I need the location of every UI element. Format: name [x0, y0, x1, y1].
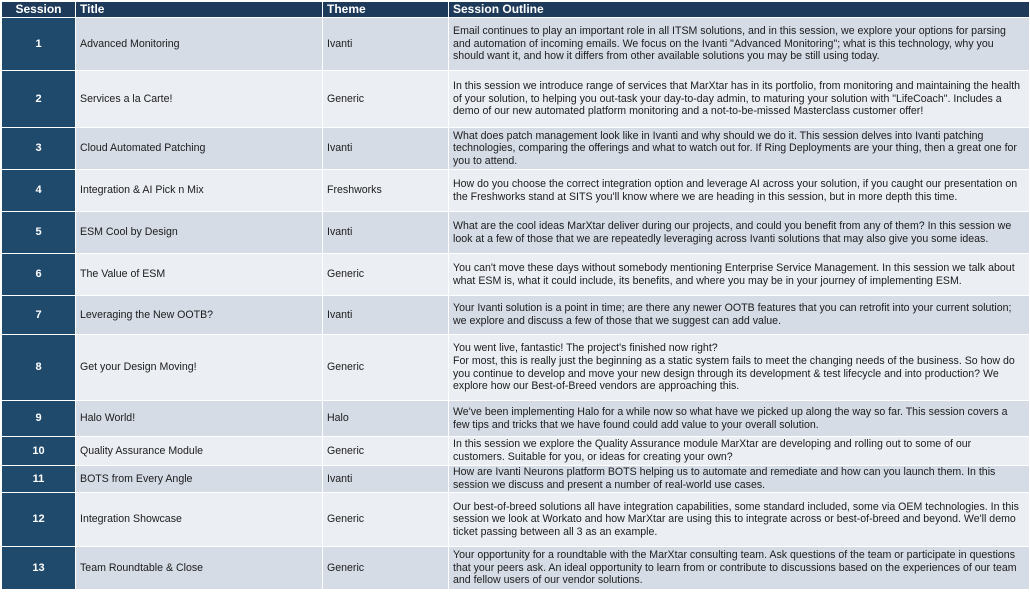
- session-theme: Generic: [323, 437, 449, 466]
- session-theme: Ivanti: [323, 128, 449, 170]
- table-row: [2, 18, 1030, 71]
- session-outline: How are Ivanti Neurons platform BOTS helping us to automate and remediate and how can you launch them. In this session we discuss and present a number of real-world use cases.: [449, 466, 1030, 493]
- session-theme: Ivanti: [323, 296, 449, 335]
- session-outline: You went live, fantastic! The project's finished now right? For most, this is really just the beginning as a static system fails to meet the changing needs of the business. So how do you continue to develop and move your new design through its development & test lifecycle and into production? We explore how our Best-of-Breed vendors are approaching this.: [449, 335, 1030, 401]
- session-number: 7: [2, 296, 76, 335]
- table-row: [2, 335, 1030, 401]
- session-outline: Your Ivanti solution is a point in time; are there any newer OOTB features that you can retrofit into your current solution; we explore and discuss a few of those that we suggest can add value.: [449, 296, 1030, 335]
- session-title: BOTS from Every Angle: [76, 466, 323, 493]
- table-row: [2, 296, 1030, 335]
- table-row: [2, 128, 1030, 170]
- session-title: Get your Design Moving!: [76, 335, 323, 401]
- session-theme: Ivanti: [323, 212, 449, 254]
- session-title: Team Roundtable & Close: [76, 547, 323, 590]
- session-outline: Your opportunity for a roundtable with the MarXtar consulting team. Ask questions of the team or participate in questions that your peers ask. An ideal opportunity to learn from or contribute to discussions based on the experiences of our team and fellow users of our vendor solutions.: [449, 547, 1030, 590]
- session-theme: Generic: [323, 71, 449, 128]
- session-theme: Freshworks: [323, 170, 449, 212]
- session-number: 11: [2, 466, 76, 493]
- session-number: 12: [2, 493, 76, 547]
- session-outline: In this session we explore the Quality Assurance module MarXtar are developing and rolling out to some of our customers. Suitable for you, or ideas for creating your own?: [449, 437, 1030, 466]
- session-theme: Generic: [323, 493, 449, 547]
- session-number: 1: [2, 18, 76, 71]
- header-session: Session: [2, 2, 76, 18]
- table-row: [2, 170, 1030, 212]
- session-outline: What are the cool ideas MarXtar deliver during our projects, and could you benefit from any of them? In this session we look at a few of those that we are repeatedly leveraging across Ivanti solutions that may also give you some ideas.: [449, 212, 1030, 254]
- session-outline: Email continues to play an important role in all ITSM solutions, and in this session, we explore your options for parsing and automation of incoming emails. We focus on the Ivanti "Advanced Monitoring"; what is this technology, why you should want it, and how it differs from other available solutions you may be still using today.: [449, 18, 1030, 71]
- session-title: Integration Showcase: [76, 493, 323, 547]
- session-number: 5: [2, 212, 76, 254]
- session-theme: Ivanti: [323, 466, 449, 493]
- session-title: Cloud Automated Patching: [76, 128, 323, 170]
- session-title: Leveraging the New OOTB?: [76, 296, 323, 335]
- session-title: ESM Cool by Design: [76, 212, 323, 254]
- session-title: Advanced Monitoring: [76, 18, 323, 71]
- table-header-row: [2, 2, 1030, 18]
- table-row: [2, 254, 1030, 296]
- header-outline: Session Outline: [449, 2, 1030, 18]
- session-number: 10: [2, 437, 76, 466]
- session-number: 6: [2, 254, 76, 296]
- session-number: 4: [2, 170, 76, 212]
- session-table: [1, 1, 1030, 590]
- table-row: [2, 466, 1030, 493]
- session-theme: Generic: [323, 547, 449, 590]
- session-theme: Generic: [323, 335, 449, 401]
- session-outline: You can't move these days without somebody mentioning Enterprise Service Management. In this session we talk about what ESM is, what it could include, its benefits, and where you may be in your journey of implementing ESM.: [449, 254, 1030, 296]
- session-number: 3: [2, 128, 76, 170]
- session-outline: In this session we introduce range of services that MarXtar has in its portfolio, from monitoring and maintaining the health of your solution, to helping you out-task your day-to-day admin, to maturing your solution with "LifeCoach". Includes a demo of our new automated platform monitoring and a not-to-be-missed Masterclass customer offer!: [449, 71, 1030, 128]
- session-title: Integration & AI Pick n Mix: [76, 170, 323, 212]
- session-title: Services a la Carte!: [76, 71, 323, 128]
- table-row: [2, 71, 1030, 128]
- session-number: 9: [2, 401, 76, 437]
- session-number: 8: [2, 335, 76, 401]
- header-title: Title: [76, 2, 323, 18]
- table-row: [2, 547, 1030, 590]
- session-title: Halo World!: [76, 401, 323, 437]
- session-outline: We've been implementing Halo for a while now so what have we picked up along the way so far. This session covers a few tips and tricks that we have found could add value to your overall solution.: [449, 401, 1030, 437]
- session-outline: What does patch management look like in Ivanti and why should we do it. This session delves into Ivanti patching technologies, comparing the offerings and what to watch out for. If Ring Deployments are your thing, then a great one for you to attend.: [449, 128, 1030, 170]
- session-outline: Our best-of-breed solutions all have integration capabilities, some standard included, some via OEM technologies. In this session we look at Workato and how MarXtar are using this to integrate across or best-of-breed and beyond. We'll demo ticket passing between all 3 as an example.: [449, 493, 1030, 547]
- session-outline: How do you choose the correct integration option and leverage AI across your solution, if you caught our presentation on the Freshworks stand at SITS you'll know where we are heading in this session, but in more depth this time.: [449, 170, 1030, 212]
- session-title: Quality Assurance Module: [76, 437, 323, 466]
- table-row: [2, 401, 1030, 437]
- table-row: [2, 212, 1030, 254]
- session-title: The Value of ESM: [76, 254, 323, 296]
- header-theme: Theme: [323, 2, 449, 18]
- session-theme: Generic: [323, 254, 449, 296]
- session-number: 2: [2, 71, 76, 128]
- table-row: [2, 437, 1030, 466]
- session-theme: Halo: [323, 401, 449, 437]
- session-theme: Ivanti: [323, 18, 449, 71]
- table-row: [2, 493, 1030, 547]
- session-number: 13: [2, 547, 76, 590]
